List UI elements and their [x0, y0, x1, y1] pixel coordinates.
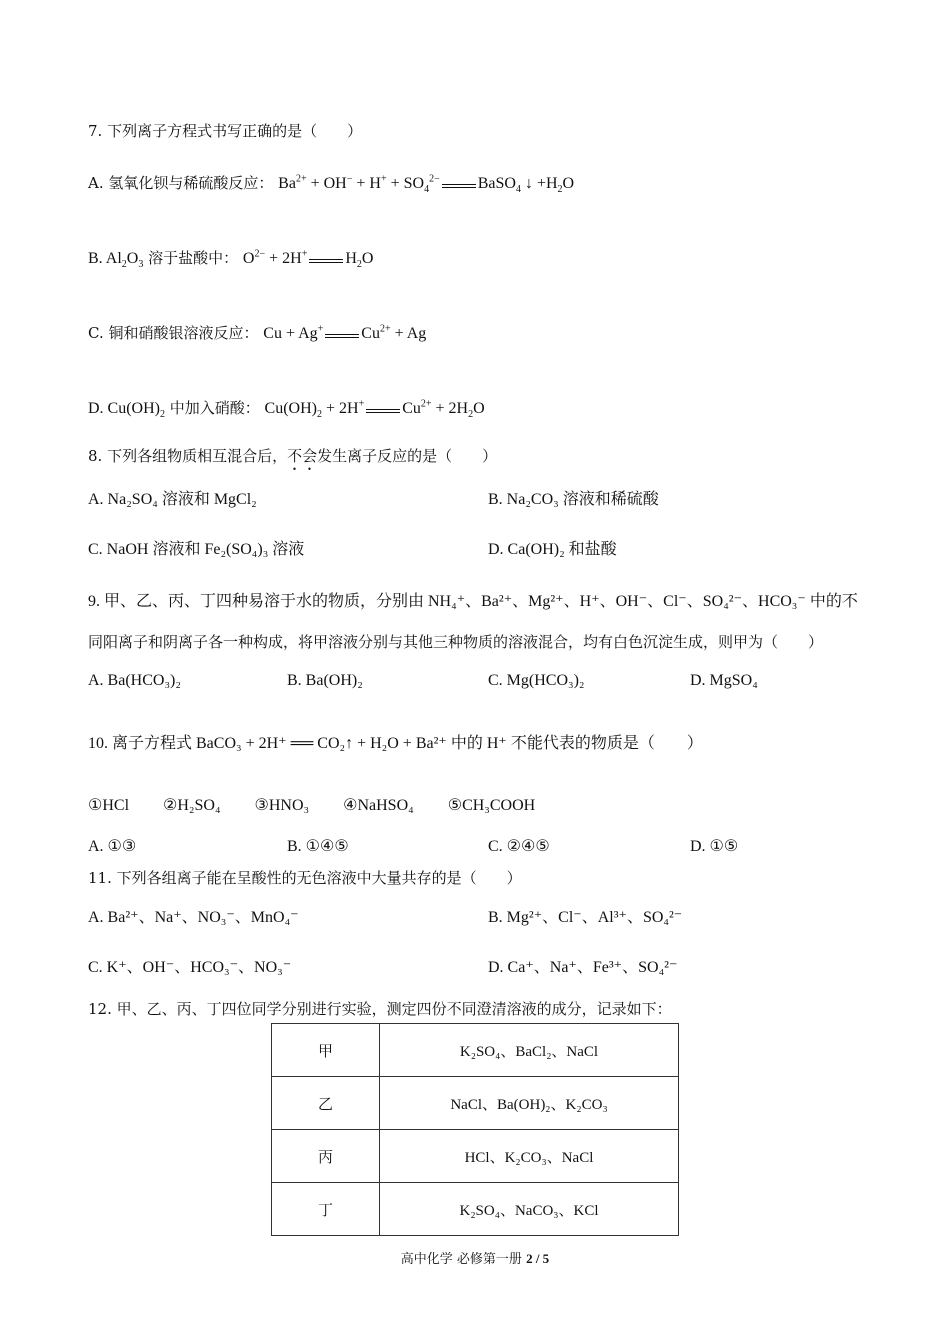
- q10-option-a: A. ①③: [88, 838, 137, 855]
- q10-item: ①HCl: [88, 797, 130, 814]
- student-cell: 乙: [272, 1077, 380, 1130]
- q11-option-c: C. K⁺、OH⁻、HCO₃⁻、NO₃⁻: [88, 959, 292, 976]
- q8-option-c: C. NaOH 溶液和 Fe₂(SO₄)₃ 溶液: [88, 541, 305, 558]
- q7-option-b: B. $Al_2O_3$ 溶于盐酸中： $O^{2-} + 2H^+$ $H_2O$: [88, 248, 374, 271]
- table-row: [272, 1024, 679, 1077]
- q10-item: ③HNO₃: [254, 797, 310, 814]
- q10-option-d: D. ①⑤: [690, 838, 739, 855]
- q8-stem: 8. 下列各组物质相互混合后，不会发生离子反应的是（ ）: [88, 447, 498, 465]
- q7-option-a: [88, 173, 574, 194]
- q12-stem: 12. 甲、乙、丙、丁四位同学分别进行实验，测定四份不同澄清溶液的成分，记录如下：: [88, 1000, 672, 1018]
- page-footer: [0, 1248, 950, 1267]
- q9-option-d: D. MgSO₄: [690, 672, 758, 689]
- table-row: [272, 1077, 679, 1130]
- q9-option-c: C. Mg(HCO₃)₂: [488, 672, 585, 689]
- q11-stem: 11. 下列各组离子能在呈酸性的无色溶液中大量共存的是（ ）: [88, 869, 522, 887]
- q7-option-c-label: C. 铜和硝酸银溶液反应：: [88, 324, 259, 342]
- student-cell: 丁: [272, 1183, 380, 1236]
- q12-record-table: [271, 1023, 679, 1236]
- q7-option-b-label: B. $Al_2O_3$: [88, 250, 144, 271]
- q10-option-c: C. ②④⑤: [488, 838, 550, 855]
- q9-stem-line1: 9. 甲、乙、丙、丁四种易溶于水的物质，分别由 NH₄⁺、Ba²⁺、Mg²⁺、H⁺、OH⁻、Cl⁻、SO₄²⁻、HCO₃⁻ 中的不: [88, 593, 858, 610]
- q10-option-b: B. ①④⑤: [287, 838, 349, 855]
- q11-option-d: D. Ca⁺、Na⁺、Fe³⁺、SO₄²⁻: [488, 959, 678, 976]
- q7-option-d-label: D. $Cu(OH)_2$: [88, 400, 165, 421]
- q7-option-b-equation: $O^{2-} + 2H^+$ $H_2O$: [242, 248, 374, 271]
- composition-cell: NaCl、Ba(OH)₂、K₂CO₃: [380, 1077, 679, 1130]
- composition-cell: HCl、K₂CO₃、NaCl: [380, 1130, 679, 1183]
- q10-items: [88, 796, 535, 816]
- q7-option-d: D. $Cu(OH)_2$ 中加入硝酸： $Cu(OH)_2 + 2H^+$ $Cu^{2+} + 2H_2O$: [88, 398, 485, 421]
- emphasis-text: 不会: [287, 447, 318, 465]
- q7-stem: 7. 下列离子方程式书写正确的是（ ）: [88, 122, 363, 140]
- q7-option-d-equation: $Cu(OH)_2 + 2H^+$ $Cu^{2+} + 2H_2O$: [264, 398, 485, 421]
- student-cell: 丙: [272, 1130, 380, 1183]
- q10-item: ④NaHSO₄: [343, 797, 414, 814]
- q7-option-a-label: A. 氢氧化钡与稀硫酸反应：: [88, 174, 274, 192]
- q10-item: ②H₂SO₄: [163, 797, 221, 814]
- q9-option-a: A. Ba(HCO₃)₂: [88, 672, 181, 689]
- composition-cell: K₂SO₄、NaCO₃、KCl: [380, 1183, 679, 1236]
- q8-option-a: A. Na₂SO₄ 溶液和 MgCl₂: [88, 491, 257, 508]
- q8-option-b: B. Na₂CO₃ 溶液和稀硫酸: [488, 491, 659, 508]
- table-row: [272, 1130, 679, 1183]
- q10-stem: 10. 离子方程式 BaCO₃ + 2H⁺ ══ CO₂↑ + H₂O + Ba²⁺ 中的 H⁺ 不能代表的物质是（ ）: [88, 735, 703, 752]
- page-number: 2 / 5: [526, 1251, 550, 1266]
- q11-option-b: B. Mg²⁺、Cl⁻、Al³⁺、SO₄²⁻: [488, 909, 683, 926]
- table-row: [272, 1183, 679, 1236]
- q8-option-d: D. Ca(OH)₂ 和盐酸: [488, 541, 617, 558]
- footer-title: 高中化学 必修第一册: [400, 1252, 527, 1267]
- q9-option-b: B. Ba(OH)₂: [287, 672, 363, 689]
- q10-item: ⑤CH₃COOH: [447, 797, 536, 814]
- student-cell: 甲: [272, 1024, 380, 1077]
- q7-option-c: [88, 323, 426, 344]
- composition-cell: K₂SO₄、BaCl₂、NaCl: [380, 1024, 679, 1077]
- q7-option-c-equation: Cu + Ag+ $Cu^{2+} + Ag$: [263, 323, 427, 342]
- q7-option-a-equation: $Ba^{2+} + OH^- + H^+ + SO_4^{2-}$ BaSO$_4$ ↓ $+H_2O$: [278, 173, 575, 196]
- q9-stem-line2: 同阳离子和阴离子各一种构成，将甲溶液分别与其他三种物质的溶液混合，均有白色沉淀生成，则甲为（ ）: [88, 633, 824, 651]
- q11-option-a: A. Ba²⁺、Na⁺、NO₃⁻、MnO₄⁻: [88, 909, 299, 926]
